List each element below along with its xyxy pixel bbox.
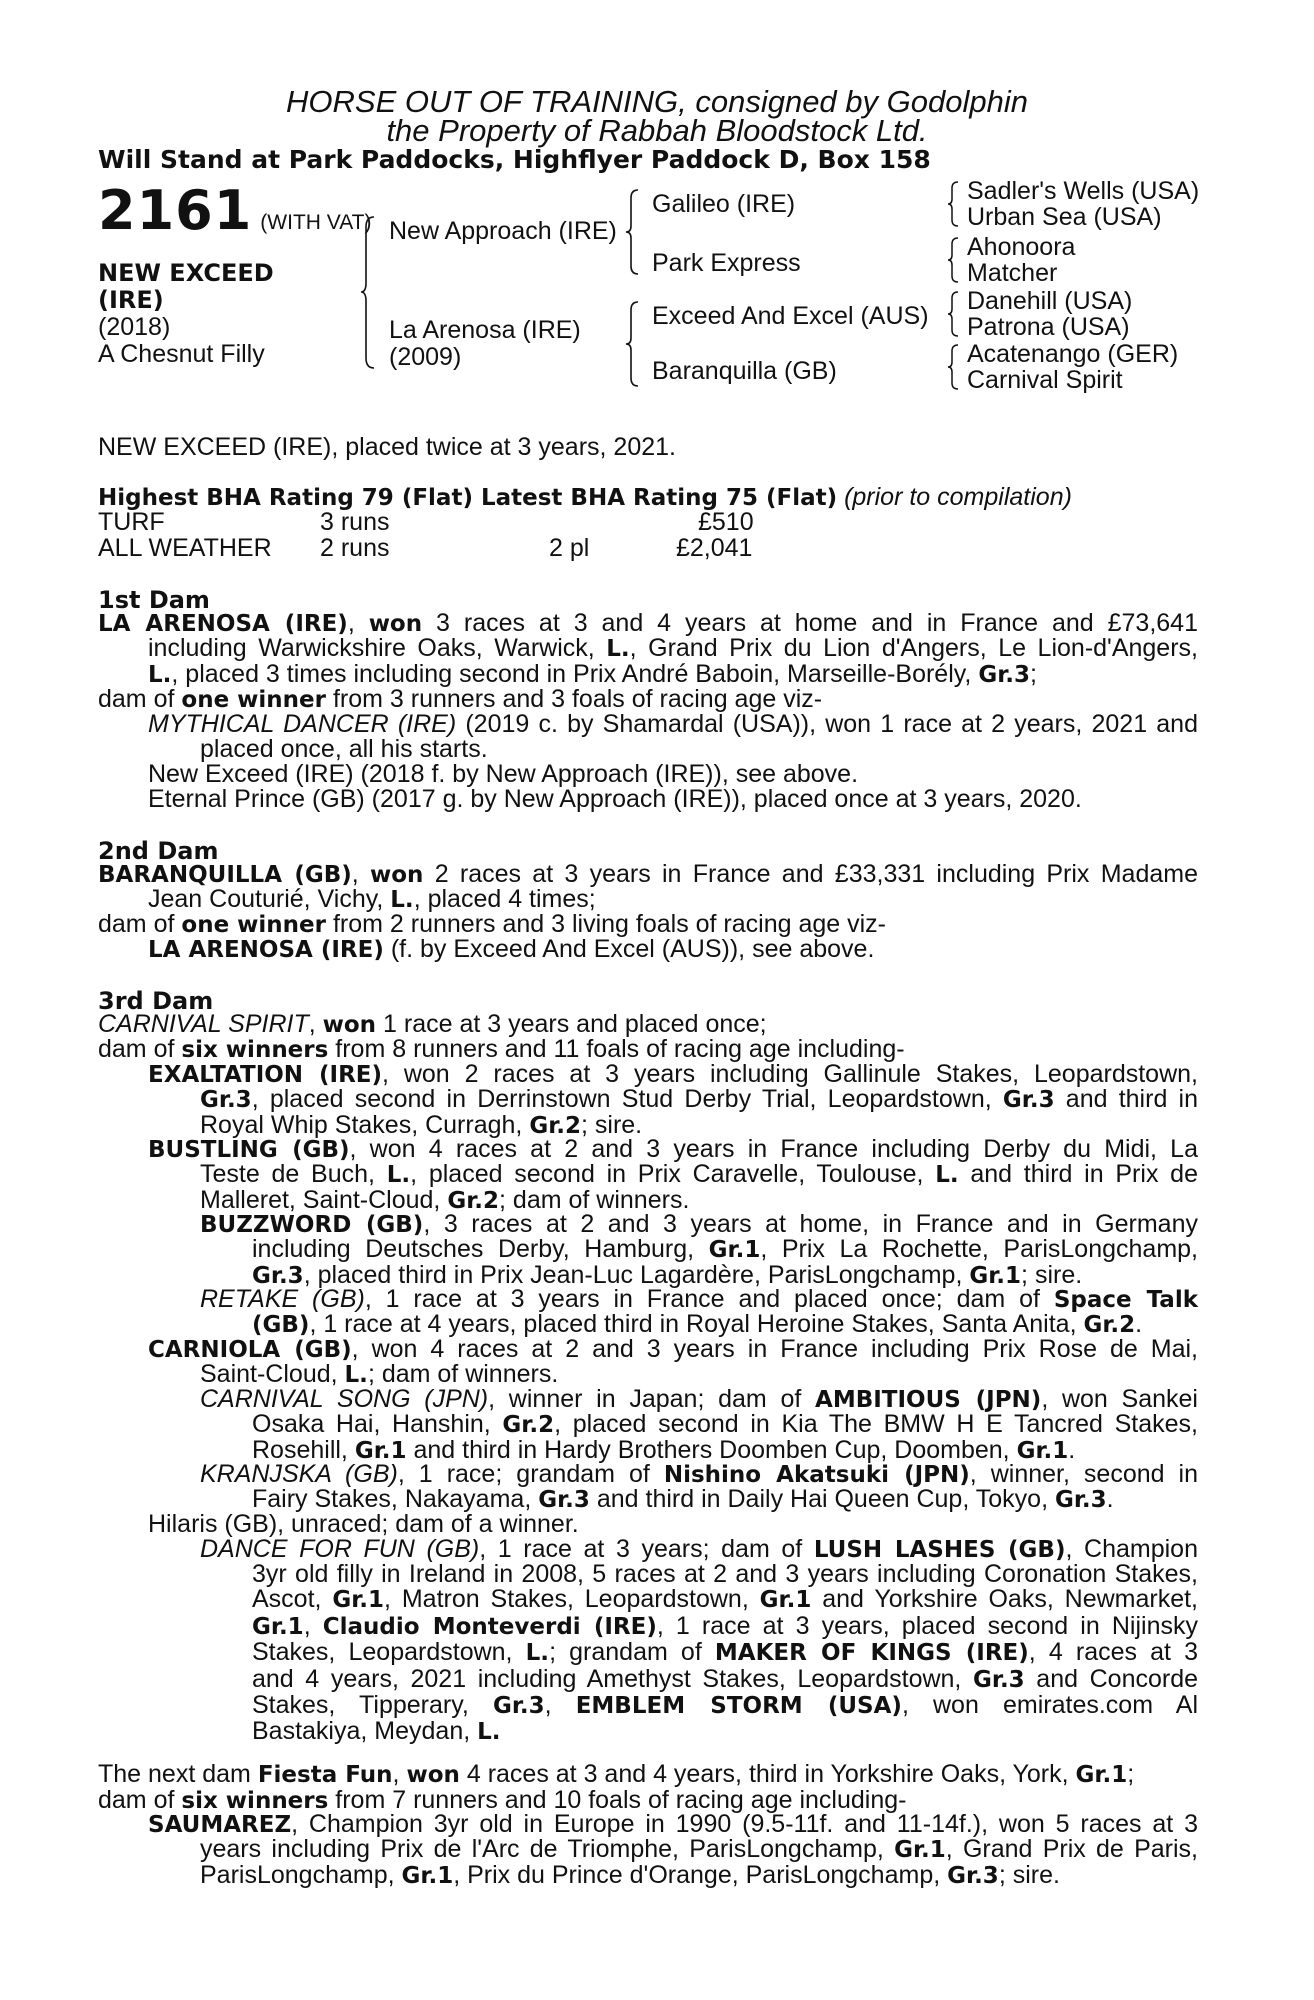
produce-eternal-prince: Eternal Prince (GB) (2017 g. by New Approach (IRE)), placed once at 3 years, 2020. bbox=[148, 785, 1082, 813]
produce-name: MYTHICAL DANCER (IRE) bbox=[148, 710, 457, 738]
grade-label: Gr.3 bbox=[538, 1487, 590, 1513]
record-text: , 1 race at 4 years, placed third in Royal Heroine Stakes, Santa Anita, bbox=[309, 1310, 1077, 1338]
dam-name: LA ARENOSA (IRE) bbox=[98, 611, 348, 637]
grade-label: Gr.3 bbox=[200, 1087, 252, 1113]
turf-label: TURF bbox=[98, 508, 165, 536]
record-text: , 1 race; grandam of bbox=[397, 1460, 650, 1488]
pedigree-sire: New Approach (IRE) bbox=[389, 217, 617, 245]
brace-exceed-and-excel bbox=[946, 290, 964, 338]
record-text: and third in Hardy Brothers Doomben Cup, Doomben, bbox=[413, 1436, 1010, 1465]
first-dam-record: LA ARENOSA (IRE), won 3 races at 3 and 4 years at home and in France and £73,641 bbox=[98, 609, 1198, 637]
lot-block bbox=[98, 179, 372, 242]
turf-runs: 3 runs bbox=[320, 508, 390, 536]
pedigree-sds: Ahonoora bbox=[967, 233, 1076, 261]
produce-name: CARNIVAL SONG (JPN) bbox=[200, 1385, 489, 1413]
sire-line-brace bbox=[624, 188, 644, 276]
dam-name: Fiesta Fun bbox=[257, 1762, 393, 1788]
grade-label: Gr.2 bbox=[502, 1412, 555, 1438]
record-text: from 7 runners and 10 foals of racing age including- bbox=[335, 1786, 907, 1815]
produce-name: LA ARENOSA (IRE) bbox=[148, 937, 384, 963]
pedigree-sire-dam: Park Express bbox=[652, 249, 801, 277]
winner-name: MAKER OF KINGS (IRE) bbox=[714, 1640, 1029, 1667]
grade-label: Gr.2 bbox=[529, 1113, 581, 1140]
produce-new-exceed: New Exceed (IRE) (2018 f. by New Approach (IRE)), see above. bbox=[148, 760, 859, 788]
record-text: and third in Prix de bbox=[970, 1160, 1198, 1188]
produce-mythical-dancer bbox=[148, 712, 1198, 737]
horse-suffix: (IRE) bbox=[98, 286, 164, 314]
second-dam-heading: 2nd Dam bbox=[98, 837, 219, 865]
produce-hilaris: Hilaris (GB), unraced; dam of a winner. bbox=[148, 1510, 579, 1538]
record-text: including Deutsches Derby, Hamburg, bbox=[252, 1235, 695, 1263]
pedigree-sire-sire: Galileo (IRE) bbox=[652, 190, 796, 218]
record-text: ; sire. bbox=[581, 1111, 643, 1140]
record-text: Jean Couturié, Vichy, bbox=[148, 885, 384, 913]
grade-label: Gr.2 bbox=[447, 1188, 500, 1215]
produce-bustling-cont bbox=[200, 1162, 1198, 1215]
produce-exaltation-cont bbox=[200, 1087, 1198, 1140]
grade-label: Gr.1 bbox=[708, 1237, 761, 1263]
pedigree-sdd: Matcher bbox=[967, 259, 1058, 287]
pedigree-ddd: Carnival Spirit bbox=[967, 366, 1123, 394]
brace-park-express bbox=[946, 236, 964, 284]
record-text: Osaka Hai, Hanshin, bbox=[252, 1410, 491, 1438]
record-text: from 8 runners and 11 foals of racing age including- bbox=[335, 1035, 905, 1063]
horse-block bbox=[98, 260, 274, 368]
grade-label: Gr.3 bbox=[1054, 1487, 1107, 1513]
grade-label: Gr.1 bbox=[1016, 1438, 1069, 1465]
aw-label: ALL WEATHER bbox=[98, 534, 272, 562]
grade-label: Gr.1 bbox=[332, 1587, 385, 1614]
pedigree-dam: La Arenosa (IRE) bbox=[389, 316, 581, 344]
produce-name: CARNIOLA (GB) bbox=[148, 1337, 352, 1363]
produce-la-arenosa bbox=[148, 937, 874, 963]
record-text: and third in bbox=[1065, 1085, 1199, 1113]
record-text: , Grand Prix du Lion d'Angers, Le Lion-d'Angers, bbox=[629, 634, 1198, 662]
horse-year: (2018) bbox=[98, 313, 171, 341]
produce-name: RETAKE (GB) bbox=[200, 1285, 365, 1313]
record-text: dam of bbox=[98, 1786, 175, 1815]
produce-name: DANCE FOR FUN (GB) bbox=[200, 1535, 480, 1563]
brace-baranquilla bbox=[946, 343, 964, 391]
record-text: , placed third in Prix Jean-Luc Lagardère, ParisLongchamp, bbox=[303, 1261, 963, 1290]
dam-name: CARNIVAL SPIRIT bbox=[98, 1010, 309, 1038]
record-text: Malleret, Saint-Cloud, bbox=[200, 1186, 441, 1215]
winners-count: six winners bbox=[181, 1037, 329, 1063]
record-text: , placed second in Derrinstown Stud Derby Trial, Leopardstown, bbox=[251, 1085, 992, 1113]
aw-earnings: £2,041 bbox=[676, 534, 753, 562]
won-label: won bbox=[406, 1762, 460, 1788]
record-text: , winner, second in bbox=[969, 1460, 1199, 1488]
record-text: 4 races at 3 and 4 years, third in Yorkshire Oaks, York, bbox=[466, 1760, 1069, 1788]
record-text: , won 2 races at 3 years including Gallinule Stakes, Leopardstown, bbox=[382, 1060, 1198, 1088]
record-text: dam of bbox=[98, 685, 175, 713]
record-text: , 1 race at 3 years in France and placed once; dam of bbox=[364, 1285, 1040, 1313]
listed-label: L. bbox=[386, 1162, 411, 1188]
record-text: , bbox=[392, 1760, 400, 1788]
second-dam-record: BARANQUILLA (GB), won 2 races at 3 years in France and £33,331 including Prix Madame bbox=[98, 860, 1198, 888]
stand-location: Will Stand at Park Paddocks, Highflyer Paddock D, Box 158 bbox=[98, 145, 931, 174]
record-text: dam of bbox=[98, 910, 175, 938]
listed-label: L. bbox=[390, 887, 414, 913]
record-text: 2 races at 3 years in France and £33,331 including Prix Madame bbox=[434, 860, 1198, 888]
pedigree-dam-dam: Baranquilla (GB) bbox=[652, 357, 837, 385]
record-text: ; grandam of bbox=[549, 1638, 702, 1667]
grade-label: Gr.1 bbox=[894, 1837, 946, 1863]
record-text: from 2 runners and 3 living foals of racing age viz- bbox=[332, 910, 887, 938]
record-text: Saint-Cloud, bbox=[200, 1360, 338, 1388]
grade-label: Gr.3 bbox=[492, 1693, 545, 1720]
won-label: won bbox=[368, 611, 423, 637]
record-text: ; bbox=[1127, 1760, 1135, 1788]
produce-dance-for-fun-cont bbox=[252, 1562, 1198, 1746]
record-text: 3yr old filly in Ireland in 2008, 5 races at 2 and 3 years including Coronation Stakes, bbox=[252, 1560, 1198, 1588]
grade-label: Gr.3 bbox=[978, 662, 1030, 689]
produce-mythical-dancer-cont: placed once, all his starts. bbox=[200, 735, 488, 763]
produce-name: BUSTLING (GB) bbox=[148, 1137, 350, 1163]
produce-name: EXALTATION (IRE) bbox=[148, 1062, 383, 1088]
winners-count: one winner bbox=[181, 912, 326, 938]
record-text: and third in Daily Hai Queen Cup, Tokyo, bbox=[596, 1485, 1049, 1513]
record-text: ; sire. bbox=[998, 1861, 1060, 1890]
next-dam-record bbox=[98, 1762, 1198, 1815]
record-text: , Matron Stakes, Leopardstown, bbox=[384, 1585, 749, 1614]
record-text: (2019 c. by Shamardal (USA)), won 1 race at 2 years, 2021 and bbox=[465, 710, 1198, 738]
record-text: from 3 runners and 3 foals of racing age viz- bbox=[332, 685, 823, 713]
won-label: won bbox=[369, 862, 424, 888]
sire-dam-brace bbox=[360, 215, 380, 370]
dam-name: BARANQUILLA (GB) bbox=[98, 862, 352, 888]
bha-ratings bbox=[98, 485, 1072, 511]
record-text: 3 races at 3 and 4 years at home and in France and £73,641 bbox=[436, 609, 1198, 637]
winners-count: one winner bbox=[181, 687, 326, 713]
pedigree-sss: Sadler's Wells (USA) bbox=[967, 177, 1200, 205]
record-text: , placed second in Kia The BMW H E Tancred Stakes, bbox=[554, 1410, 1198, 1438]
grade-label: Gr.1 bbox=[354, 1438, 407, 1465]
horse-name: NEW EXCEED bbox=[98, 259, 274, 287]
pedigree-dsd: Patrona (USA) bbox=[967, 313, 1130, 341]
aw-runs: 2 runs bbox=[320, 534, 390, 562]
first-dam-record-cont bbox=[148, 636, 1198, 689]
record-text: and Concorde bbox=[1036, 1664, 1199, 1693]
record-text: ; sire. bbox=[1021, 1261, 1083, 1290]
grade-label: Gr.3 bbox=[252, 1263, 304, 1290]
winner-name: LUSH LASHES (GB) bbox=[813, 1537, 1066, 1563]
ratings-values: Highest BHA Rating 79 (Flat) Latest BHA Rating 75 (Flat) bbox=[98, 485, 838, 511]
pedigree-dam-year: (2009) bbox=[389, 343, 462, 371]
winner-name: Space Talk bbox=[1053, 1287, 1199, 1313]
pedigree-dam-sire: Exceed And Excel (AUS) bbox=[652, 302, 929, 330]
record-text: , Champion 3yr old in Europe in 1990 (9.5-11f. and 11-14f.), won 5 races at 3 bbox=[291, 1810, 1198, 1838]
produce-name: SAUMAREZ bbox=[148, 1812, 292, 1838]
record-text: Stakes, Tipperary, bbox=[252, 1691, 469, 1720]
brace-galileo bbox=[946, 180, 964, 228]
first-dam-heading: 1st Dam bbox=[98, 586, 210, 614]
listed-label: L. bbox=[148, 662, 172, 689]
record-text: , bbox=[308, 1010, 316, 1038]
record-text: . bbox=[1106, 1485, 1114, 1513]
record-text: , Prix du Prince d'Orange, ParisLongchamp, bbox=[453, 1861, 941, 1890]
consignor-line: HORSE OUT OF TRAINING, consigned by Godolphin bbox=[286, 84, 1028, 119]
produce-saumarez-cont bbox=[200, 1837, 1198, 1890]
record-text: ; dam of winners. bbox=[367, 1360, 559, 1388]
grade-label: Gr.2 bbox=[1083, 1312, 1136, 1338]
record-text: , bbox=[303, 1611, 311, 1640]
winner-name: EMBLEM STORM (USA) bbox=[575, 1693, 902, 1720]
record-text: , Prix La Rochette, ParisLongchamp, bbox=[760, 1235, 1198, 1263]
property-line: the Property of Rabbah Bloodstock Ltd. bbox=[386, 113, 928, 148]
pedigree-dss: Danehill (USA) bbox=[967, 287, 1133, 315]
record-text: , placed 3 times including second in Prix André Baboin, Marseille-Borély, bbox=[171, 660, 972, 689]
listed-label: L. bbox=[525, 1640, 550, 1667]
produce-buzzword-cont bbox=[252, 1237, 1198, 1290]
vat-note: (WITH VAT) bbox=[260, 211, 372, 234]
record-text: , Grand Prix de Paris, bbox=[945, 1835, 1198, 1863]
grade-label: Gr.1 bbox=[252, 1613, 304, 1640]
record-text: , bbox=[544, 1691, 552, 1720]
winner-name: Claudio Monteverdi (IRE) bbox=[322, 1613, 657, 1640]
record-text: years including Prix de l'Arc de Triomphe, ParisLongchamp, bbox=[200, 1835, 884, 1863]
grade-label: Gr.3 bbox=[947, 1863, 999, 1890]
record-text: . bbox=[1135, 1310, 1143, 1338]
aw-placed: 2 pl bbox=[549, 534, 590, 562]
record-text: and 4 years, 2021 including Amethyst Stakes, Leopardstown, bbox=[252, 1664, 962, 1693]
third-dam-heading: 3rd Dam bbox=[98, 987, 214, 1015]
grade-label: Gr.1 bbox=[969, 1263, 1022, 1290]
record-text: dam of bbox=[98, 1035, 175, 1063]
record-text: Ascot, bbox=[252, 1585, 322, 1614]
record-text: Teste de Buch, bbox=[200, 1160, 375, 1188]
record-text: Rosehill, bbox=[252, 1436, 348, 1465]
record-text: , Champion bbox=[1065, 1535, 1198, 1563]
record-text: Bastakiya, Meydan, bbox=[252, 1717, 471, 1746]
record-text: , 1 race at 3 years, placed second in Nijinsky bbox=[656, 1611, 1198, 1640]
horse-description: A Chesnut Filly bbox=[98, 340, 265, 368]
record-text: 1 race at 3 years and placed once; bbox=[383, 1010, 767, 1038]
record-text: . bbox=[1068, 1436, 1076, 1465]
dam-line-brace bbox=[624, 300, 644, 388]
produce-carnival-song-cont bbox=[252, 1412, 1198, 1465]
record-text: , won emirates.com Al bbox=[901, 1691, 1199, 1720]
won-label: won bbox=[322, 1012, 377, 1038]
listed-label: L. bbox=[606, 636, 630, 662]
grade-label: Gr.3 bbox=[973, 1666, 1025, 1693]
record-text: , placed 4 times; bbox=[413, 885, 596, 913]
record-text: , won 4 races at 2 and 3 years in France including Derby du Midi, La bbox=[349, 1135, 1198, 1163]
record-text: ; bbox=[1030, 660, 1037, 689]
record-text: , 3 races at 2 and 3 years at home, in France and in Germany bbox=[423, 1210, 1198, 1238]
record-text: (f. by Exceed And Excel (AUS)), see above. bbox=[390, 935, 875, 963]
race-summary: NEW EXCEED (IRE), placed twice at 3 years, 2021. bbox=[98, 433, 676, 461]
turf-earnings: £510 bbox=[698, 508, 754, 536]
record-text: ; dam of winners. bbox=[499, 1186, 690, 1215]
record-text: The next dam bbox=[98, 1760, 251, 1788]
grade-label: Gr.1 bbox=[1075, 1762, 1128, 1788]
lot-number: 2161 bbox=[98, 179, 253, 242]
produce-name: KRANJSKA (GB) bbox=[200, 1460, 398, 1488]
record-text: ParisLongchamp, bbox=[200, 1861, 395, 1890]
record-text: Stakes, Leopardstown, bbox=[252, 1638, 513, 1667]
record-text: including Warwickshire Oaks, Warwick, bbox=[148, 634, 595, 662]
winner-name: AMBITIOUS (JPN) bbox=[815, 1387, 1042, 1413]
record-text: and Yorkshire Oaks, Newmarket, bbox=[822, 1585, 1199, 1614]
listed-label: L. bbox=[935, 1162, 959, 1188]
winner-name: (GB) bbox=[252, 1312, 310, 1338]
produce-name: BUZZWORD (GB) bbox=[200, 1212, 424, 1238]
listed-label: L. bbox=[477, 1719, 501, 1746]
record-text: , 4 races at 3 bbox=[1028, 1638, 1199, 1667]
grade-label: Gr.3 bbox=[1002, 1087, 1055, 1113]
record-text: , won Sankei bbox=[1041, 1385, 1198, 1413]
pedigree-ssd: Urban Sea (USA) bbox=[967, 203, 1162, 231]
record-text: , winner in Japan; dam of bbox=[488, 1385, 802, 1413]
pedigree-dds: Acatenango (GER) bbox=[967, 340, 1179, 368]
record-text: Royal Whip Stakes, Curragh, bbox=[200, 1111, 523, 1140]
record-text: , 1 race at 3 years; dam of bbox=[479, 1535, 803, 1563]
listed-label: L. bbox=[344, 1362, 368, 1388]
winners-count: six winners bbox=[181, 1788, 329, 1815]
record-text: Fairy Stakes, Nakayama, bbox=[252, 1485, 532, 1513]
record-text: , won 4 races at 2 and 3 years in France including Prix Rose de Mai, bbox=[351, 1335, 1198, 1363]
grade-label: Gr.1 bbox=[759, 1587, 812, 1614]
record-text: , placed second in Prix Caravelle, Toulouse, bbox=[410, 1160, 924, 1188]
ratings-note: (prior to compilation) bbox=[844, 483, 1072, 511]
winner-name: Nishino Akatsuki (JPN) bbox=[663, 1462, 970, 1488]
grade-label: Gr.1 bbox=[401, 1863, 454, 1890]
